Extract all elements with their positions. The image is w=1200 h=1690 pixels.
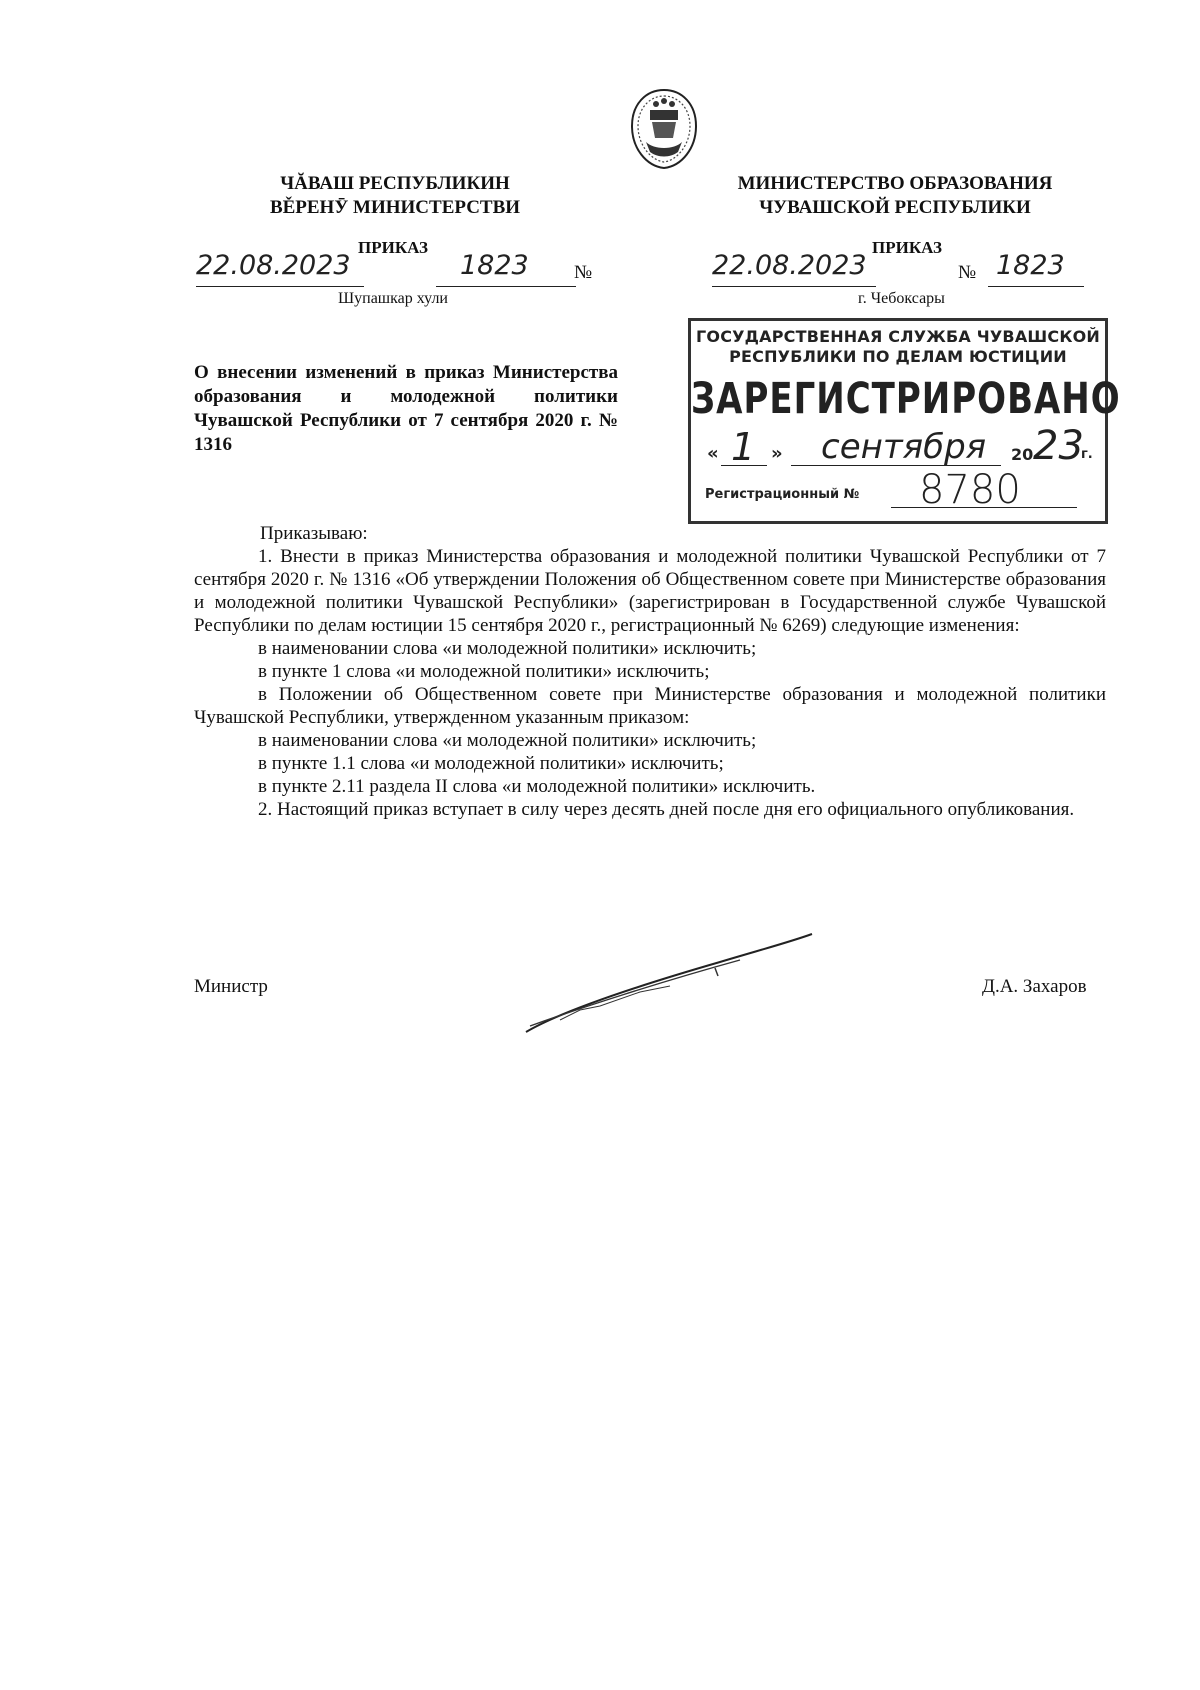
right-order-city: г. Чебоксары xyxy=(858,290,945,307)
stamp-org xyxy=(691,327,1105,367)
signatory-position: Министр xyxy=(194,976,268,997)
body-paragraph-5: в наименовании слова «и молодежной политики» исключить; xyxy=(258,730,757,751)
document-title: О внесении изменений в приказ Министерства образования и молодежной политики Чувашской Республики от 7 сентября 2020 г. № 1316 xyxy=(194,362,618,455)
body-intro: Приказываю: xyxy=(260,523,368,544)
stamp-year-suffix: 23 xyxy=(1033,423,1084,469)
stamp-quote-close: » xyxy=(771,443,783,464)
body-paragraph-6: в пункте 1.1 слова «и молодежной политики» исключить; xyxy=(258,753,724,774)
body-paragraph-7: в пункте 2.11 раздела II слова «и молодежной политики» исключить. xyxy=(258,776,816,797)
left-header-line1: ЧĂВАШ РЕСПУБЛИКИН xyxy=(280,173,510,194)
left-header-line2: ВĚРЕНӮ МИНИСТЕРСТВИ xyxy=(269,197,521,218)
stamp-org-line1: ГОСУДАРСТВЕННАЯ СЛУЖБА ЧУВАШСКОЙ xyxy=(696,327,1100,346)
right-order-no-sign: № xyxy=(958,262,977,283)
stamp-day: 1 xyxy=(731,425,756,469)
document-body xyxy=(194,522,1106,821)
stamp-date-row xyxy=(691,423,1105,471)
right-order-number: 1823 xyxy=(996,250,1065,281)
registration-stamp xyxy=(688,318,1121,524)
body-paragraph-3: в пункте 1 слова «и молодежной политики» исключить; xyxy=(258,661,710,682)
left-order-label: ПРИКАЗ xyxy=(358,238,428,257)
right-order-label: ПРИКАЗ xyxy=(872,238,942,257)
body-paragraph-1: 1. Внести в приказ Министерства образования и молодежной политики Чувашской Республики от 7 сентября 2020 г. № 1316 «Об утверждении Положения об Общественном совете при Министерстве образования и молодежной политики Чувашской Республики» (зарегистрирован в Государственной службе Чувашской Республики по делам юстиции 15 сентября 2020 г., регистрационный № 6269) следующие изменения: xyxy=(194,546,1106,636)
right-header-line1: МИНИСТЕРСТВО ОБРАЗОВАНИЯ xyxy=(737,173,1053,194)
handwritten-signature xyxy=(520,920,820,1040)
stamp-year-prefix: 20 xyxy=(1011,445,1034,464)
stamp-reg-number: 8780 xyxy=(919,467,1021,513)
stamp-year-g: г. xyxy=(1081,447,1093,462)
left-order-number-line xyxy=(436,286,576,287)
left-order-city: Шупашкар хули xyxy=(338,290,448,307)
stamp-reg-label: Регистрационный № xyxy=(705,487,860,502)
right-order-date: 22.08.2023 xyxy=(712,250,867,281)
stamp-month: сентября xyxy=(821,427,987,467)
left-order-no-sign: № xyxy=(574,262,593,283)
stamp-org-line2: РЕСПУБЛИКИ ПО ДЕЛАМ ЮСТИЦИИ xyxy=(729,347,1067,366)
stamp-reg-line xyxy=(891,507,1077,508)
stamp-quote-open: « xyxy=(707,443,719,464)
left-order-date-line xyxy=(196,286,364,287)
right-header xyxy=(710,172,1080,220)
right-order-date-line xyxy=(712,286,876,287)
signatory-name: Д.А. Захаров xyxy=(982,976,1087,997)
left-order-number: 1823 xyxy=(460,250,529,281)
left-header xyxy=(245,172,545,220)
stamp-month-line xyxy=(791,465,1001,466)
coat-of-arms-emblem xyxy=(626,86,702,172)
body-paragraph-2: в наименовании слова «и молодежной политики» исключить; xyxy=(258,638,757,659)
stamp-day-line xyxy=(721,465,767,466)
stamp-reg-row xyxy=(691,467,1105,513)
right-header-line2: ЧУВАШСКОЙ РЕСПУБЛИКИ xyxy=(759,197,1031,218)
body-paragraph-4: в Положении об Общественном совете при Министерстве образования и молодежной политики Чувашской Республики, утвержденном указанным приказом: xyxy=(194,684,1106,728)
stamp-registered: ЗАРЕГИСТРИРОВАНО xyxy=(691,374,1121,424)
left-order-date: 22.08.2023 xyxy=(196,250,351,281)
body-paragraph-8: 2. Настоящий приказ вступает в силу через десять дней после дня его официального опубликования. xyxy=(258,799,1075,820)
right-order-number-line xyxy=(988,286,1084,287)
